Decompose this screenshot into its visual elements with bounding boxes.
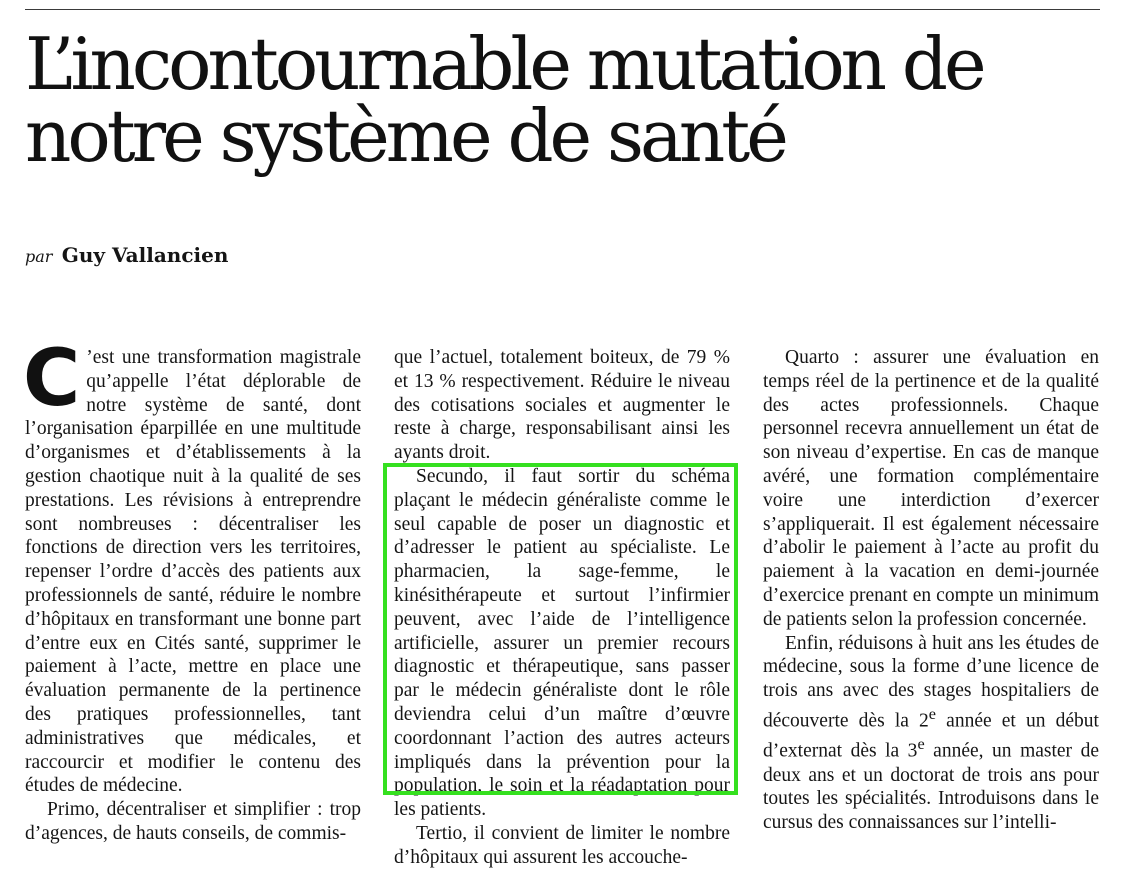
byline-prefix: par [25, 247, 53, 266]
paragraph-tertio: Tertio, il convient de limiter le nombre d’hôpitaux qui assurent les accouche- [394, 822, 730, 868]
enfin-text-3: année, un master de deux ans et un doctorat de trois ans pour toutes les spécialités. Introduisons dans le cursus des connaissances sur l’intelli- [763, 740, 1099, 834]
top-rule [25, 9, 1100, 10]
paragraph-quarto: Quarto : assurer une évaluation en temps réel de la pertinence et de la qualité des actes professionnels. Chaque personnel recevra annuellement un état de son niveau d’expertise. En cas de manque avéré, une formation complémentaire voire une interdiction d’exercer s’appliquerait. Il est également nécessaire d’abolir le paiement à l’acte au profit du paiement à la vacation en demi-journée d’exercice prenant en compte un minimum de patients selon la profession concernée. [763, 347, 1099, 630]
paragraph-primo: Primo, décentraliser et simplifier : trop d’agences, de hauts conseils, de commis- [25, 799, 361, 844]
column-1 [23, 334, 361, 846]
paragraph-enfin [763, 632, 1099, 835]
byline [25, 242, 228, 270]
enfin-text-1: Enfin, réduisons à huit ans les études de médecine, sous la forme d’une licence de trois ans avec des stages hospitaliers de découverte dès la 2 [763, 632, 1099, 732]
column-3 [763, 346, 1099, 835]
intro-text: ’est une transformation magistrale qu’appelle l’état déplorable de notre système de santé, dont l’organisation éparpillée en une multitude d’organismes et d’établissements à la gestion chaotique nuit à la qualité de ses prestations. Les révisions à entreprendre sont nombreuses : décentraliser les fonctions de direction vers les territoires, repenser l’ordre d’accès des patients aux professionnels de santé, réduire le nombre d’hôpitaux en transformant une bonne part d’entre eux en Cités santé, supprimer le paiement à l’acte, mettre en place une évaluation permanente de la pertinence des pratiques professionnelles, tant administratives que médicales, et raccourcir et modifier le contenu des études de médecine. [25, 347, 361, 797]
enfin-text-2: année et un début d’externat dès la 3 [763, 710, 1099, 762]
paragraph-secundo: Secundo, il faut sortir du schéma plaçant le médecin généraliste comme le seul capable de poser un diagnostic et d’adresser le patient au spécialiste. Le pharmacien, la sage-femme, le kinésithérapeute et surtout l’infirmier peuvent, avec l’aide de l’intelligence artificielle, assurer un premier recours diagnostic et thérapeutique, sans passer par le médecin généraliste dont le rôle deviendra celui d’un maître d’œuvre coordonnant l’action des autres acteurs impliqués dans la prévention pour la population, le soin et la réadaptation pour les patients. [394, 465, 730, 821]
highlight-box [383, 463, 738, 795]
ordinal-suffix-2: e [917, 735, 925, 754]
paragraph-intro [23, 334, 361, 798]
author-name: Guy Vallancien [61, 243, 229, 267]
article-title: L’incontournable mutation de notre système de santé [25, 22, 983, 178]
ordinal-suffix-1: e [928, 704, 937, 723]
paragraph-continued: que l’actuel, totalement boiteux, de 79 % et 13 % respectivement. Réduire le niveau des cotisations sociales et augmenter le reste à charge, responsabilisant ainsi les ayants droit. [394, 347, 730, 464]
drop-cap: C [23, 334, 81, 424]
